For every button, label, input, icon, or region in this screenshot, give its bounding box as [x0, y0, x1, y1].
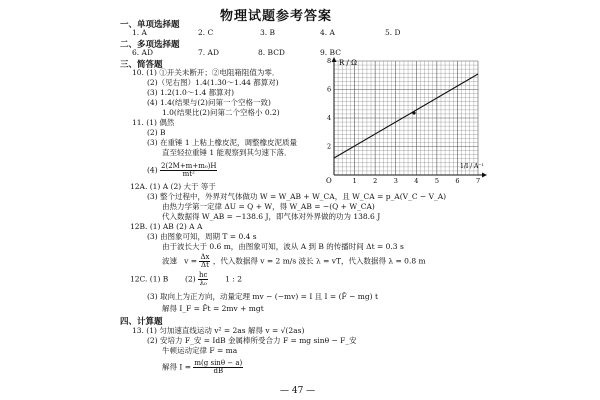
y-axis-label: R / Ω	[339, 59, 357, 67]
y-tick-label: 4	[327, 114, 332, 122]
fit-line	[334, 74, 478, 158]
answer-9: 9. BC	[320, 48, 341, 57]
x-tick-label: 3	[393, 177, 398, 184]
q12c-line-2: (3) 取向上为正方向，动量定理 mv − (−mv) = I 且 I = (F̄ − mg) t	[147, 292, 378, 301]
q12a-line-2: (3) 整个过程中，外界对气体做功 W = W_AB + W_CA，且 W_CA = p_A(V_C − V_A)	[147, 192, 447, 201]
x-tick-label: 6	[455, 177, 460, 184]
r-vs-inverse-i-graph	[318, 56, 490, 184]
q12b-line-4	[162, 254, 426, 269]
q11-line-5	[147, 163, 217, 178]
q13-line-2: (2) 安培力 F_安 = IdB 金属棒所受合力 F = mg sinθ − F_安	[147, 336, 357, 345]
x-tick-label: 4	[414, 177, 419, 184]
q11-line-4: 直至轻拉重锤 1 能观察到其匀速下落．	[162, 148, 292, 157]
q11-line-1: 11. (1) 偶然	[132, 118, 175, 127]
x-tick-label: 5	[434, 177, 439, 184]
section-multi-choice: 二、多项选择题	[120, 40, 180, 50]
q11-line-2: (2) B	[147, 128, 166, 137]
x-tick-label: 7	[476, 177, 481, 184]
answer-7: 7. AD	[198, 48, 219, 57]
x-axis-arrow-icon	[482, 173, 487, 178]
q10-line-2: (2)（见右图）1.4(1.30～1.44 都算对)	[147, 78, 279, 87]
q13-fraction	[193, 360, 243, 375]
x-axis-label: 1/I / A⁻¹	[460, 163, 484, 170]
q12b-wave-result: ，代入数据得 v = 2 m/s 波长 λ = vT，代入数据得 λ = 0.8 m	[212, 256, 426, 266]
q12c-fraction-denominator: λ₀	[199, 279, 207, 287]
q13-fraction-denominator: dB	[213, 367, 224, 375]
q12b-fraction	[199, 254, 210, 269]
q12b-line-2: (3) 由图象可知，周期 T = 0.4 s	[147, 232, 257, 241]
page-number: — 47 —	[280, 386, 316, 396]
y-tick-label: 6	[327, 85, 332, 94]
q10-line-4: (4) 1.4(结果与(2)问第一个空格一致)	[147, 98, 271, 107]
q12c-line-3: 解得 I_F = F̄t = 2mv + mgt	[162, 304, 264, 313]
q11-item-4: (4)	[147, 165, 158, 175]
q13-line-3: 牛顿运动定律 F = ma	[162, 346, 238, 355]
answer-3: 3. B	[260, 28, 276, 37]
x-tick-label: 1	[352, 177, 357, 184]
answer-2: 2. C	[198, 28, 214, 37]
q12c-ratio: 1 : 2	[225, 274, 243, 284]
section-short-answer: 三、简答题	[120, 60, 163, 70]
answer-6: 6. AD	[132, 48, 153, 57]
q12c-part-2: (2)	[185, 274, 196, 284]
q12b-v-eq: v =	[184, 256, 198, 266]
q11-line-3: (3) 在重锤 1 上粘上橡皮泥，调整橡皮泥质量	[147, 138, 298, 147]
q10-line-5: 1.0(结果比(2)问第二个空格小 0.2)	[162, 108, 280, 117]
q12b-fraction-denominator: Δt	[201, 261, 209, 269]
q13-line-4	[162, 360, 243, 375]
q12b-line-1: 12B. (1) AB (2) A A	[130, 222, 203, 231]
y-tick-label: 2	[327, 142, 332, 151]
section-single-choice: 一、单项选择题	[120, 20, 180, 30]
graph-grid	[334, 61, 478, 175]
page-title: 物理试题参考答案	[220, 9, 333, 24]
q11-fraction-denominator: mt²	[182, 170, 195, 178]
q11-fraction	[160, 163, 217, 178]
origin-label: O	[326, 177, 332, 184]
data-point	[412, 111, 415, 114]
q11-fraction-numerator: 2(2M+m+m₀)H	[161, 162, 217, 170]
q12b-line-3: 由于波长大于 0.6 m，由图象可知，波从 A 到 B 的传播时间 Δt = 0.3 s	[162, 242, 404, 251]
y-tick-label: 8	[327, 57, 332, 65]
q13-fraction-numerator: m(g sinθ − a)	[194, 359, 243, 367]
q12a-line-3: 由热力学第一定律 ΔU = Q + W，得 W_AB = −(Q + W_CA)	[162, 202, 375, 211]
answer-4: 4. A	[320, 28, 335, 37]
q12c-fraction	[198, 272, 208, 287]
q12b-fraction-numerator: Δx	[200, 253, 210, 261]
q12c-part-1: 12C. (1) B	[130, 274, 169, 284]
q10-line-3: (3) 1.2(1.0～1.4 都算对)	[147, 88, 235, 97]
answer-1: 1. A	[132, 28, 147, 37]
q13-line-1: 13. (1) 匀加速直线运动 v² = 2as 解得 v = √(2as)	[132, 326, 305, 335]
q12a-line-4: 代入数据得 W_AB = −138.6 J，即气体对外界做的功为 138.6 J	[162, 212, 381, 221]
answer-8: 8. BCD	[258, 48, 285, 57]
x-tick-label: 2	[373, 177, 378, 184]
answer-5: 5. D	[385, 28, 401, 37]
y-axis-arrow-icon	[332, 57, 337, 62]
q12c-fraction-numerator: hc	[199, 271, 208, 279]
section-calculation: 四、计算题	[120, 317, 163, 327]
q12b-wave-speed-label: 波速	[162, 256, 177, 266]
q12c-line-1	[130, 272, 242, 287]
q13-result-label: 解得 I =	[162, 362, 192, 372]
q10-line-1: 10. (1) ①开关未断开；②电阻箱阻值为零．	[132, 68, 280, 77]
q12a-line-1: 12A. (1) A (2) 大于 等于	[130, 182, 216, 191]
